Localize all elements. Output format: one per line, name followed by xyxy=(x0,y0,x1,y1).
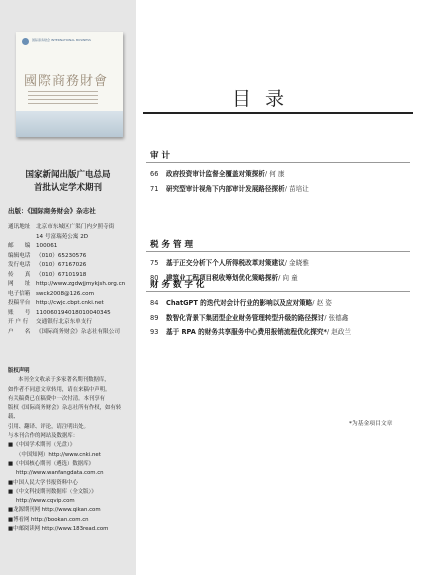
publisher: 出版：《国际商务财会》杂志社 xyxy=(8,207,96,215)
cover-title: 國際商務財會 xyxy=(24,74,109,89)
article-author: / 张德鑫 xyxy=(324,313,349,322)
article-author: / 向 童 xyxy=(278,273,298,282)
info-row xyxy=(8,318,134,328)
cover-text-lines xyxy=(28,91,98,107)
notice-line: 本刊全文收录于多家著名期刊数据库， xyxy=(18,377,110,384)
section-divider xyxy=(146,291,410,292)
info-row xyxy=(8,328,134,338)
toc-entry[interactable] xyxy=(150,183,309,193)
database-item[interactable]: ■中邮阅读网 http://www.183read.com xyxy=(8,526,109,533)
info-row xyxy=(8,252,134,262)
info-row xyxy=(8,271,134,281)
database-item[interactable]: （中国知网）http://www.cnki.net xyxy=(16,451,101,458)
database-item: ■《中国核心期刊（遴选）数据库》 xyxy=(8,460,94,467)
info-value: （010）67101918 xyxy=(36,271,87,278)
info-label: 发行电话 xyxy=(8,262,31,268)
toc-entry[interactable] xyxy=(150,257,309,267)
database-item: ■《中文科技期刊数据库（全文版）》 xyxy=(8,488,97,495)
info-label: 开 户 行 xyxy=(8,319,29,325)
article-title: 基于正交分析下个人所得税改革对策建议 xyxy=(166,259,285,267)
info-label xyxy=(8,233,36,243)
info-value[interactable]: http://www.zgdwjjmykjsh.org.cn xyxy=(36,281,126,287)
info-value: 《国际商务财会》杂志社有限公司 xyxy=(36,328,120,335)
article-title: 基于 RPA 的财务共享服务中心费用报销流程优化探究* xyxy=(166,328,327,336)
cover-logo xyxy=(22,38,29,45)
info-value: （010）67167026 xyxy=(36,262,87,268)
page-number: 93 xyxy=(150,328,159,336)
article-author: / 金晓雅 xyxy=(284,259,309,267)
database-item[interactable]: ■龙源期刊网 http://www.qikan.com xyxy=(8,507,101,514)
notice-line: 版权《国际商务财会》杂志社所有作权，如有转载、 xyxy=(8,405,122,421)
database-item[interactable]: ■博看网 http://bookan.com.cn xyxy=(8,516,89,523)
section-divider xyxy=(146,251,410,252)
notice-line: 如作者不同意文章转用，请在来稿中声明。 xyxy=(8,386,111,393)
notice-line: 引用、翻译、评论，请注明出处。 xyxy=(8,423,89,430)
cover-subtitle: 国际商务财会 INTERNATIONAL BUSINESS xyxy=(32,38,91,42)
info-label: 账 号 xyxy=(8,309,31,316)
certification-line-1: 国家新闻出版广电总局 xyxy=(25,170,111,180)
page-number: 75 xyxy=(150,259,159,267)
database-item[interactable]: http://www.wanfangdata.com.cn xyxy=(16,470,104,477)
info-row xyxy=(8,299,134,309)
notice-paragraph xyxy=(8,376,126,441)
info-row xyxy=(8,309,134,319)
article-title: 政府投资审计监督全覆盖对策探析 xyxy=(166,170,265,178)
database-item[interactable]: http://www.cqvip.com xyxy=(16,498,75,505)
toc-title: 目录 xyxy=(232,88,299,110)
section-heading: 税务管理 xyxy=(150,240,197,250)
info-value[interactable]: swck2008@126.com xyxy=(36,290,95,297)
database-item: ■中国人民大学书报资料中心 xyxy=(8,479,78,486)
page-number: 66 xyxy=(150,170,159,178)
article-title: 建筑业工程项目税收筹划优化策略探析 xyxy=(166,273,279,282)
notice-heading: 版权声明 xyxy=(8,368,30,374)
info-label: 编辑电话 xyxy=(8,252,31,259)
info-row xyxy=(8,280,134,290)
database-item: ■《中国学术期刊（光盘）》 xyxy=(8,442,76,449)
info-label: 投稿平台 xyxy=(8,300,31,306)
copyright-notice xyxy=(8,367,126,534)
info-row xyxy=(8,261,134,271)
info-value: 北京市东城区广渠门内夕照寺街 xyxy=(36,224,115,230)
section-heading: 财务数字化 xyxy=(150,280,208,290)
info-value: 交通银行北京东单支行 xyxy=(36,319,92,325)
section-heading: 审计 xyxy=(150,151,174,161)
info-value: 100061 xyxy=(36,243,58,249)
article-author: / 赵 姿 xyxy=(312,299,332,307)
title-divider xyxy=(143,112,413,114)
article-author: / 赵政兰 xyxy=(326,328,352,336)
article-author: / 何 康 xyxy=(264,170,285,178)
info-row xyxy=(8,290,134,300)
toc-entry[interactable] xyxy=(150,326,351,336)
toc-entry[interactable] xyxy=(150,312,348,322)
page-number: 71 xyxy=(150,184,159,193)
info-label: 户 名 xyxy=(8,328,31,335)
article-title: 数智化背景下集团型企业财务管理转型升级的路径探讨 xyxy=(166,313,325,322)
info-value: 14 号富瑞苑公寓 2D xyxy=(36,233,89,240)
cover-photo xyxy=(16,111,123,137)
info-value: （010）65230576 xyxy=(36,252,87,259)
article-title: ChatGPT 的迭代对会计行业的影响以及应对策略 xyxy=(166,299,313,307)
footnote: *为基金项目文章 xyxy=(349,421,393,427)
notice-line: 有关稿费已在稿费中一次付清。本刊享有 xyxy=(8,395,106,402)
toc-entry[interactable] xyxy=(150,297,332,307)
notice-line: 与本刊合作的网站及数据库： xyxy=(8,433,79,440)
left-sidebar xyxy=(0,0,136,575)
article-author: / 苗培让 xyxy=(284,184,309,193)
info-label: 邮 编 xyxy=(8,243,31,249)
info-label: 通讯地址 xyxy=(8,224,31,230)
partner-database-list xyxy=(8,441,126,534)
info-value[interactable]: http://cwjc.cbpt.cnki.net xyxy=(36,300,104,306)
info-label: 电子信箱 xyxy=(8,290,31,297)
contact-info xyxy=(8,223,134,337)
page-number: 84 xyxy=(150,299,159,307)
section-divider xyxy=(146,162,410,163)
journal-cover-image xyxy=(16,32,123,137)
page-number: 80 xyxy=(150,273,159,282)
toc-entry[interactable] xyxy=(150,168,285,178)
info-row xyxy=(8,242,134,252)
info-row xyxy=(8,233,134,243)
info-value: 110060194018010040345 xyxy=(36,309,111,316)
certification-line-2: 首批认定学术期刊 xyxy=(33,183,102,193)
page-number: 89 xyxy=(150,313,159,322)
info-label: 网 址 xyxy=(8,281,31,287)
info-label: 传 真 xyxy=(8,271,31,278)
article-title: 研究型审计视角下内部审计发展路径探析 xyxy=(166,184,285,193)
info-row xyxy=(8,223,134,233)
